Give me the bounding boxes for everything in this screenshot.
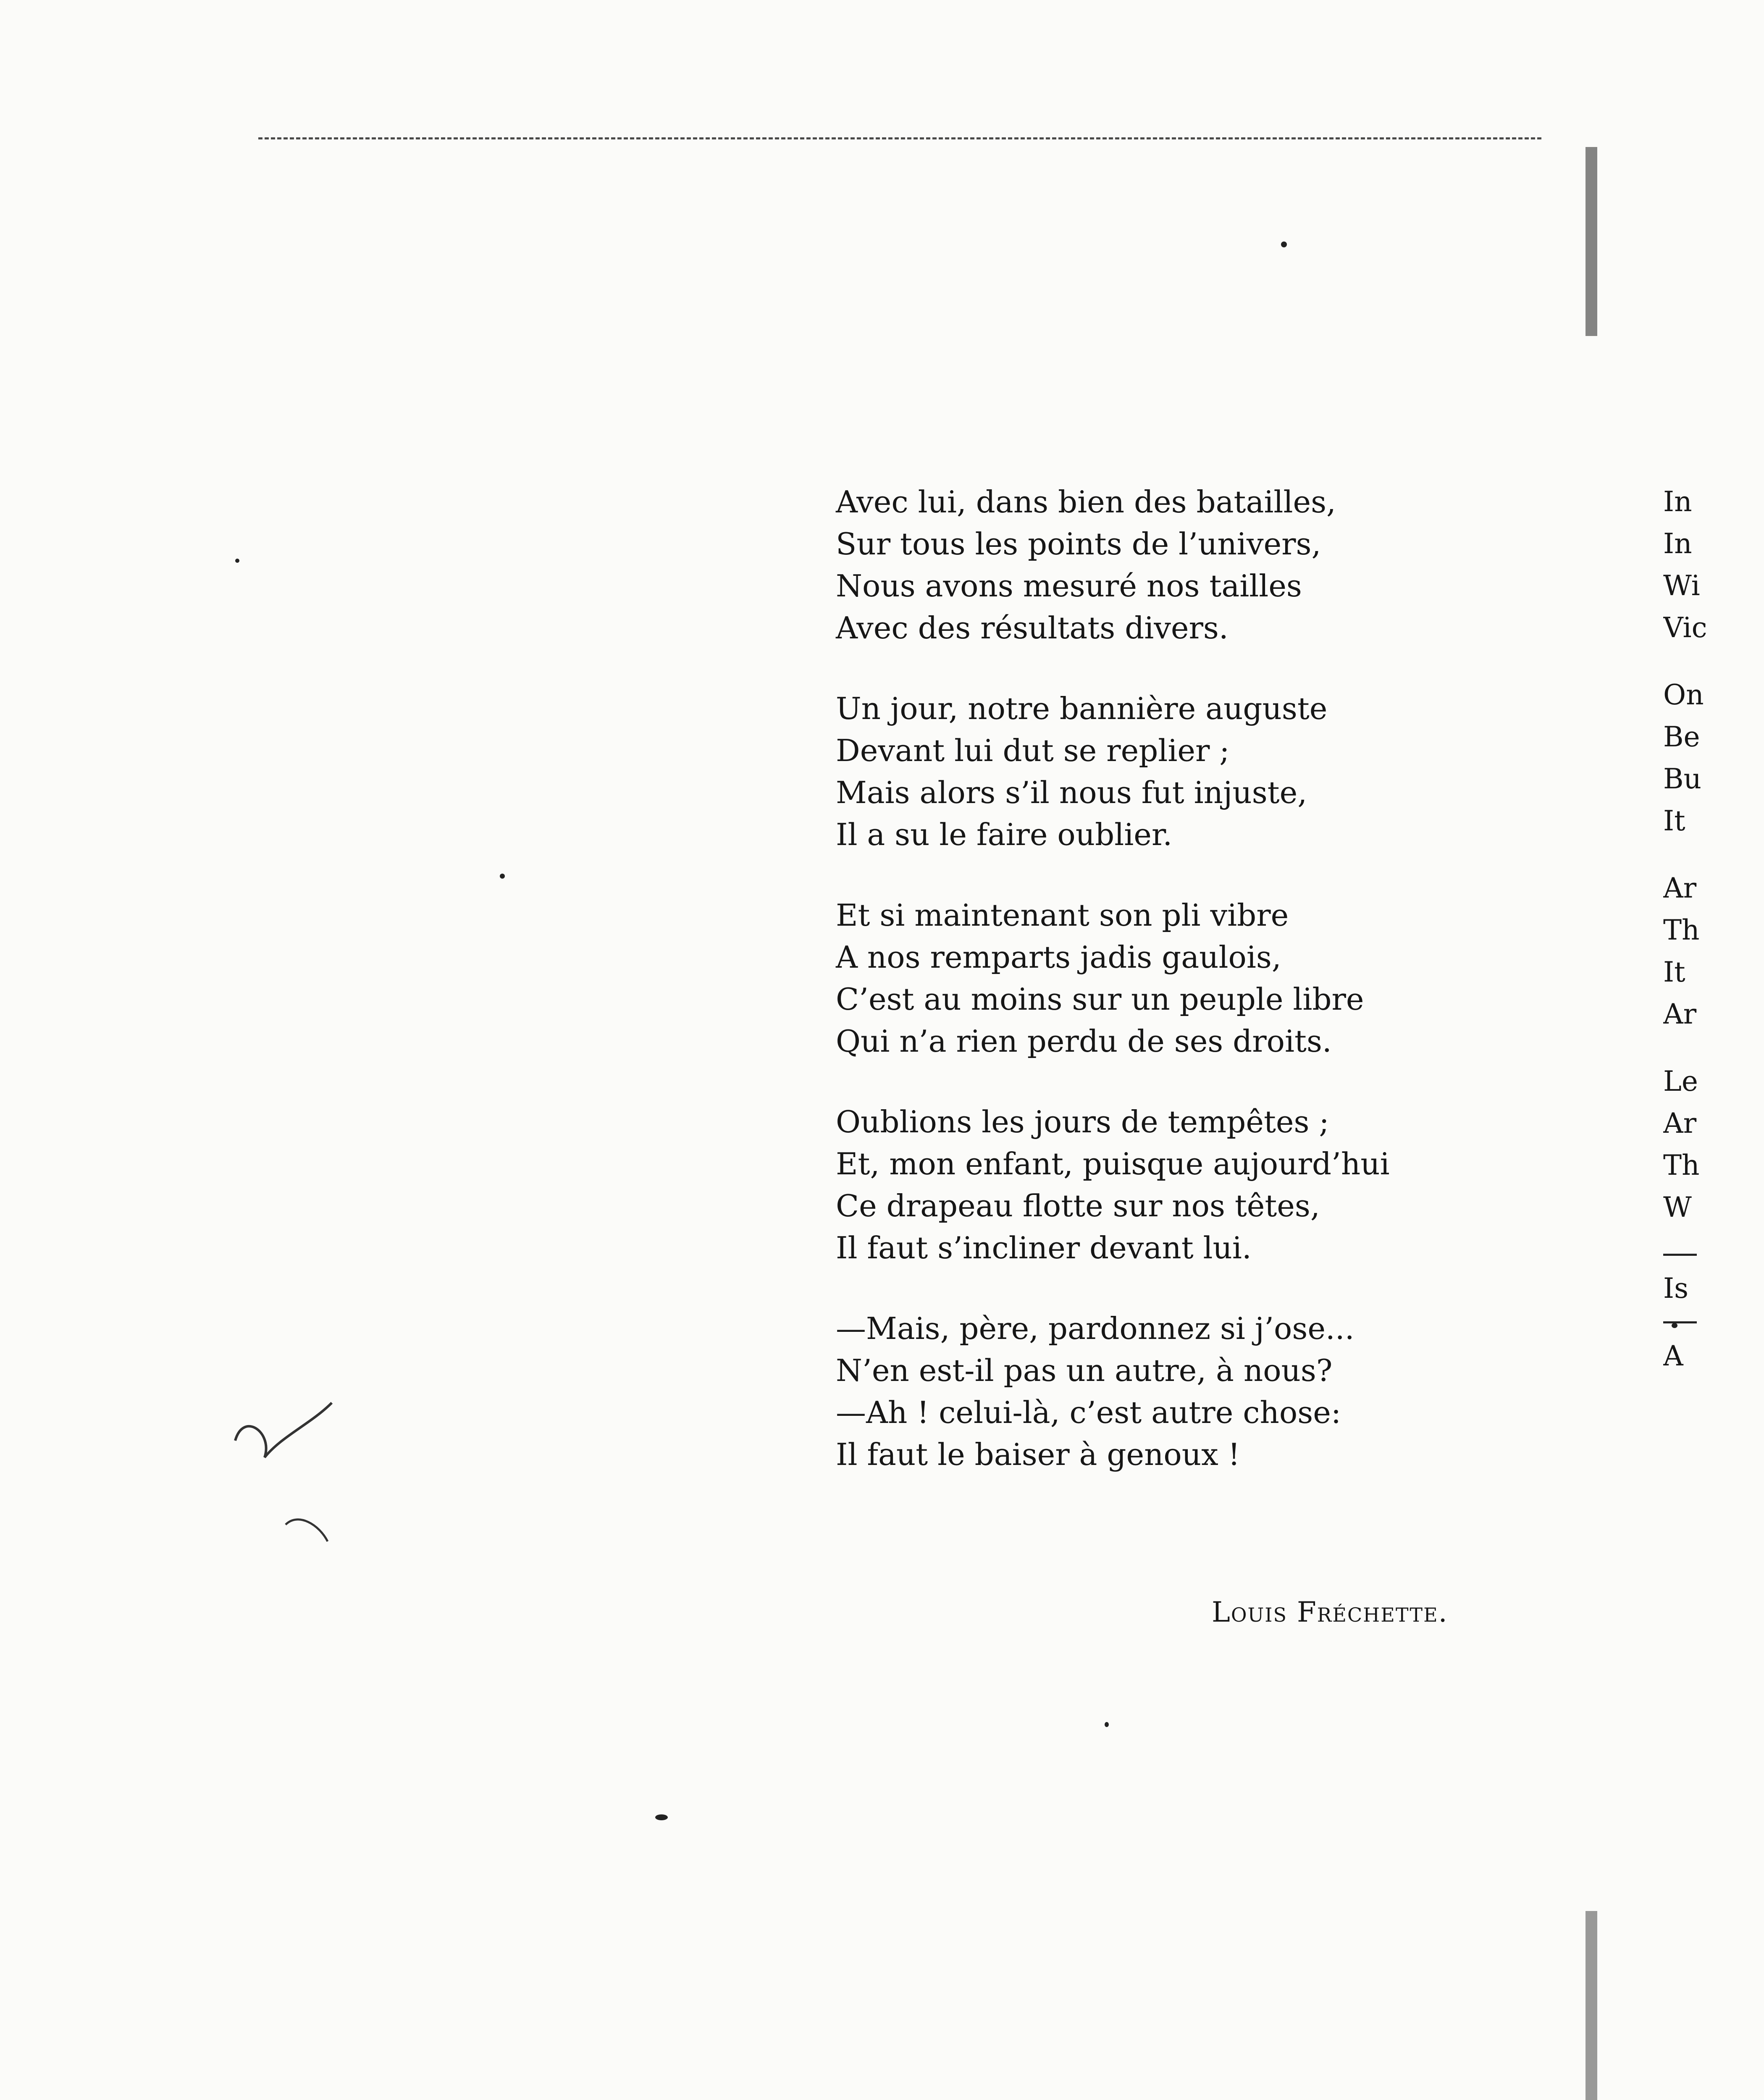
poem-line: Devant lui dut se replier ; bbox=[836, 733, 1230, 768]
poem-line: Il a su le faire oublier. bbox=[836, 817, 1173, 852]
poem-line: —Ah ! celui-là, c’est autre chose: bbox=[836, 1395, 1341, 1430]
poem-line: Il faut le baiser à genoux ! bbox=[836, 1437, 1240, 1472]
fragment-text: It bbox=[1663, 956, 1685, 988]
poem-line: Et, mon enfant, puisque aujourd’hui bbox=[836, 1146, 1390, 1181]
poem-line: Avec des résultats divers. bbox=[836, 610, 1228, 646]
top-rule bbox=[258, 137, 1541, 139]
poem-line: Nous avons mesuré nos tailles bbox=[836, 568, 1302, 604]
fragment-text: W bbox=[1663, 1191, 1692, 1223]
fragment-text: Wi bbox=[1663, 570, 1700, 602]
poem-line: Il faut s’incliner devant lui. bbox=[836, 1230, 1252, 1265]
stanza bbox=[836, 1101, 1466, 1269]
fragment-divider bbox=[1663, 1254, 1697, 1256]
poem-line: C’est au moins sur un peuple libre bbox=[836, 982, 1364, 1017]
fragment-text: Be bbox=[1663, 721, 1700, 753]
fragment-text: Th bbox=[1663, 1149, 1700, 1181]
fragment-text: In bbox=[1663, 486, 1692, 518]
fragment-text: A bbox=[1663, 1340, 1683, 1372]
speck bbox=[1672, 1323, 1677, 1328]
poem-line: Et si maintenant son pli vibre bbox=[836, 898, 1289, 933]
fragment-group bbox=[1663, 481, 1764, 649]
fragment-text: In bbox=[1663, 528, 1692, 560]
poem-line: Qui n’a rien perdu de ses droits. bbox=[836, 1024, 1332, 1059]
fragment-text: Ar bbox=[1663, 872, 1697, 904]
poem-line: N’en est-il pas un autre, à nous? bbox=[836, 1353, 1333, 1388]
right-page-fragments bbox=[1663, 481, 1764, 1377]
poem-line: Oublions les jours de tempêtes ; bbox=[836, 1104, 1329, 1139]
fragment-text: Is bbox=[1663, 1272, 1688, 1305]
speck bbox=[500, 874, 505, 879]
poem-line: Ce drapeau flotte sur nos têtes, bbox=[836, 1188, 1320, 1223]
fragment-text: Ar bbox=[1663, 1107, 1697, 1139]
poem-line: Avec lui, dans bien des batailles, bbox=[836, 484, 1336, 520]
fragment-text: It bbox=[1663, 805, 1685, 837]
poem-line: —Mais, père, pardonnez si j’ose... bbox=[836, 1311, 1354, 1346]
speck bbox=[1105, 1722, 1109, 1727]
page-edge-shadow-top bbox=[1586, 147, 1597, 336]
fragment-group bbox=[1663, 674, 1764, 842]
fragment-text: Th bbox=[1663, 914, 1700, 946]
poem-line: A nos remparts jadis gaulois, bbox=[836, 940, 1281, 975]
fragment-divider bbox=[1663, 1321, 1697, 1323]
speck bbox=[655, 1814, 668, 1820]
poem bbox=[836, 481, 1466, 1514]
fragment-text: Vic bbox=[1663, 612, 1707, 644]
poem-line: Mais alors s’il nous fut injuste, bbox=[836, 775, 1307, 810]
fragment-text: Bu bbox=[1663, 763, 1702, 795]
fragment-group bbox=[1663, 1060, 1764, 1228]
speck bbox=[1281, 242, 1287, 247]
page-edge-shadow-bottom bbox=[1586, 1911, 1597, 2100]
stanza bbox=[836, 1307, 1466, 1475]
stanza bbox=[836, 688, 1466, 856]
pencil-scribble bbox=[227, 1386, 361, 1562]
fragment-text: Le bbox=[1663, 1065, 1698, 1097]
speck bbox=[235, 559, 239, 563]
stanza bbox=[836, 894, 1466, 1062]
poem-line: Un jour, notre bannière auguste bbox=[836, 691, 1328, 726]
fragment-text: On bbox=[1663, 679, 1704, 711]
fragment-text: Ar bbox=[1663, 998, 1697, 1030]
fragment-group bbox=[1663, 867, 1764, 1035]
poem-line: Sur tous les points de l’univers, bbox=[836, 526, 1321, 562]
stanza bbox=[836, 481, 1466, 649]
signature: Louis Fréchette. bbox=[1212, 1596, 1448, 1628]
